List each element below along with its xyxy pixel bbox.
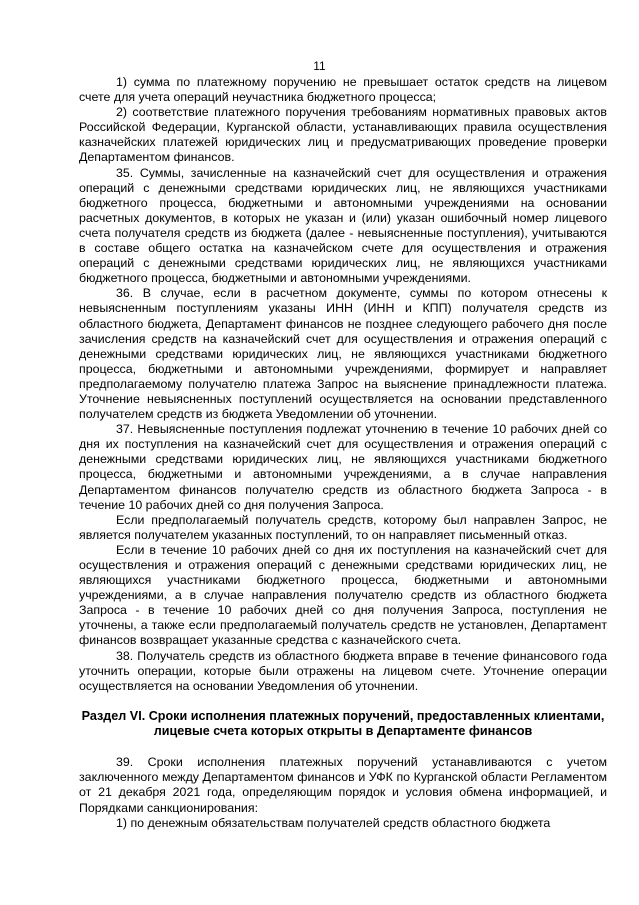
paragraph: 1) по денежным обязательствам получателей средств областного бюджета xyxy=(116,815,551,830)
paragraph: 35. Суммы, зачисленные на казначейский счет для осуществления и отражения операций с денежными средствами юридических лиц, не являющихся участниками бюджетного процесса, бюджетными и автономными учреждениями на основании расчетных документов, в которых не указан и (или) указан ошибочный номер лицевого счета получателя средств из бюджета (далее - невыясненные поступления), учитываются в составе общего остатка на казначейском счете для осуществления и отражения операций с денежными средствами юридических лиц, не являющихся участниками бюджетного процесса, бюджетными и автономными учреждениями. xyxy=(79,165,607,286)
paragraph: 37. Невыясненные поступления подлежат уточнению в течение 10 рабочих дней со дня их поступления на казначейский счет для осуществления и отражения операций с денежными средствами юридических лиц, не являющихся участниками бюджетного процесса, бюджетными и автономными учреждениями, а в случае направления Департаментом финансов получателю средств из областного бюджета Запроса - в течение 10 рабочих дней со дня получения Запроса. xyxy=(79,422,607,512)
paragraph: 2) соответствие платежного поручения требованиям нормативных правовых актов Российской Федерации, Курганской области, устанавливающих правила осуществления казначейских платежей юридических лиц и предусматривающих проведение проверки Департаментом финансов. xyxy=(79,105,607,165)
paragraph: 1) сумма по платежному поручению не превышает остаток средств на лицевом счете для учета операций неучастника бюджетного процесса; xyxy=(79,75,607,105)
paragraph: 36. В случае, если в расчетном документе, суммы по котором отнесены к невыясненным поступлениям указаны ИНН (ИНН и КПП) получателя средств из областного бюджета, Департамент финансов не позднее следующего рабочего дня после зачисления средств на казначейский счет для осуществления и отражения операций с денежными средствами юридических лиц, не являющихся участниками бюджетного процесса, бюджетными и автономными учреждениями, формирует и направляет предполагаемому получателю платежа Запрос на выяснение принадлежности платежа. Уточнение невыясненных поступлений осуществляется на основании представленного получателем средств из бюджета Уведомлении об уточнении. xyxy=(79,286,607,422)
page-number: 11 xyxy=(313,59,326,73)
paragraph: 39. Сроки исполнения платежных поручений устанавливаются с учетом заключенного между Департаментом финансов и УФК по Курганской области Регламентом от 21 декабря 2021 года, определяющим порядок и условия обмена информацией, и Порядками санкционирования: xyxy=(79,755,607,815)
paragraph: Если в течение 10 рабочих дней со дня их поступления на казначейский счет для осуществления и отражения операций с денежными средствами юридических лиц, не являющихся участниками бюджетного процесса, бюджетными и автономными учреждениями, а в случае направления получателю средств из областного бюджета Запроса - в течение 10 рабочих дней со дня получения Запроса, поступления не уточнены, а также если предполагаемый получатель средств не установлен, Департамент финансов возвращает указанные средства с казначейского счета. xyxy=(79,542,607,648)
paragraph: 38. Получатель средств из областного бюджета вправе в течение финансового года уточнить операции, которые были отражены на лицевом счете. Уточнение операции осуществляется на основании Уведомления об уточнении. xyxy=(79,648,607,693)
paragraph: Если предполагаемый получатель средств, которому был направлен Запрос, не является получателем указанных поступлений, то он направляет письменный отказ. xyxy=(79,512,607,542)
document-body xyxy=(79,75,607,831)
section-heading: Раздел VI. Сроки исполнения платежных поручений, предоставленных клиентами, лицевые счета которых открыты в Департаменте финансов xyxy=(81,708,605,739)
